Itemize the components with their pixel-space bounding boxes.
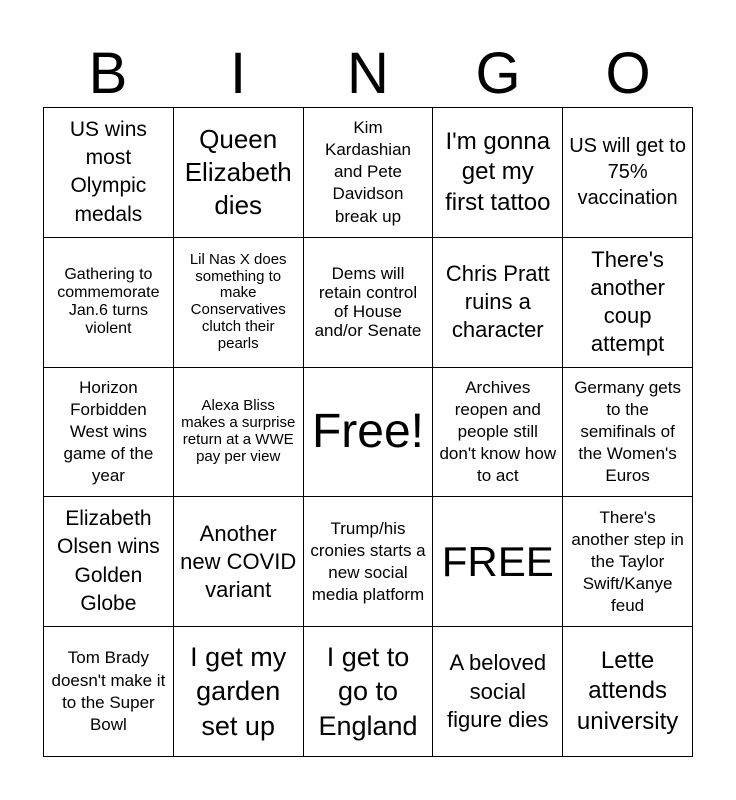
bingo-cell-2-2[interactable]: Lil Nas X does something to make Conservatives clutch their pearls (174, 238, 304, 368)
header-letter-g: G (475, 41, 521, 106)
bingo-cell-5-1[interactable]: Tom Brady doesn't make it to the Super Bowl (44, 627, 174, 757)
bingo-cell-5-5[interactable]: Lette attends university (563, 627, 693, 757)
bingo-cell-3-1[interactable]: Horizon Forbidden West wins game of the year (44, 368, 174, 498)
header-letter-n: N (347, 41, 389, 106)
bingo-cell-4-5[interactable]: There's another step in the Taylor Swift/Kanye feud (563, 497, 693, 627)
bingo-cell-5-2[interactable]: I get my garden set up (174, 627, 304, 757)
bingo-cell-4-1[interactable]: Elizabeth Olsen wins Golden Globe (44, 497, 174, 627)
bingo-cell-3-2[interactable]: Alexa Bliss makes a surprise return at a WWE pay per view (174, 368, 304, 498)
bingo-cell-1-4[interactable]: I'm gonna get my first tattoo (433, 108, 563, 238)
bingo-cell-5-3[interactable]: I get to go to England (304, 627, 434, 757)
bingo-cell-4-3[interactable]: Trump/his cronies starts a new social media platform (304, 497, 434, 627)
bingo-cell-2-1[interactable]: Gathering to commemorate Jan.6 turns violent (44, 238, 174, 368)
bingo-cell-4-2[interactable]: Another new COVID variant (174, 497, 304, 627)
header-letter-o: O (605, 41, 651, 106)
bingo-cell-3-5[interactable]: Germany gets to the semifinals of the Women's Euros (563, 368, 693, 498)
bingo-grid (43, 107, 693, 757)
bingo-cell-1-1[interactable]: US wins most Olympic medals (44, 108, 174, 238)
header-letter-b: B (88, 41, 128, 106)
header-letter-i: I (229, 41, 247, 106)
bingo-cell-2-5[interactable]: There's another coup attempt (563, 238, 693, 368)
bingo-cell-1-2[interactable]: Queen Elizabeth dies (174, 108, 304, 238)
bingo-cell-2-4[interactable]: Chris Pratt ruins a character (433, 238, 563, 368)
bingo-cell-1-5[interactable]: US will get to 75% vaccination (563, 108, 693, 238)
bingo-cell-2-3[interactable]: Dems will retain control of House and/or Senate (304, 238, 434, 368)
bingo-cell-5-4[interactable]: A beloved social figure dies (433, 627, 563, 757)
bingo-header (43, 40, 693, 108)
bingo-cell-3-4[interactable]: Archives reopen and people still don't know how to act (433, 368, 563, 498)
bingo-cell-1-3[interactable]: Kim Kardashian and Pete Davidson break up (304, 108, 434, 238)
bingo-cell-3-3[interactable]: Free! (304, 368, 434, 498)
bingo-cell-4-4[interactable]: FREE (433, 497, 563, 627)
